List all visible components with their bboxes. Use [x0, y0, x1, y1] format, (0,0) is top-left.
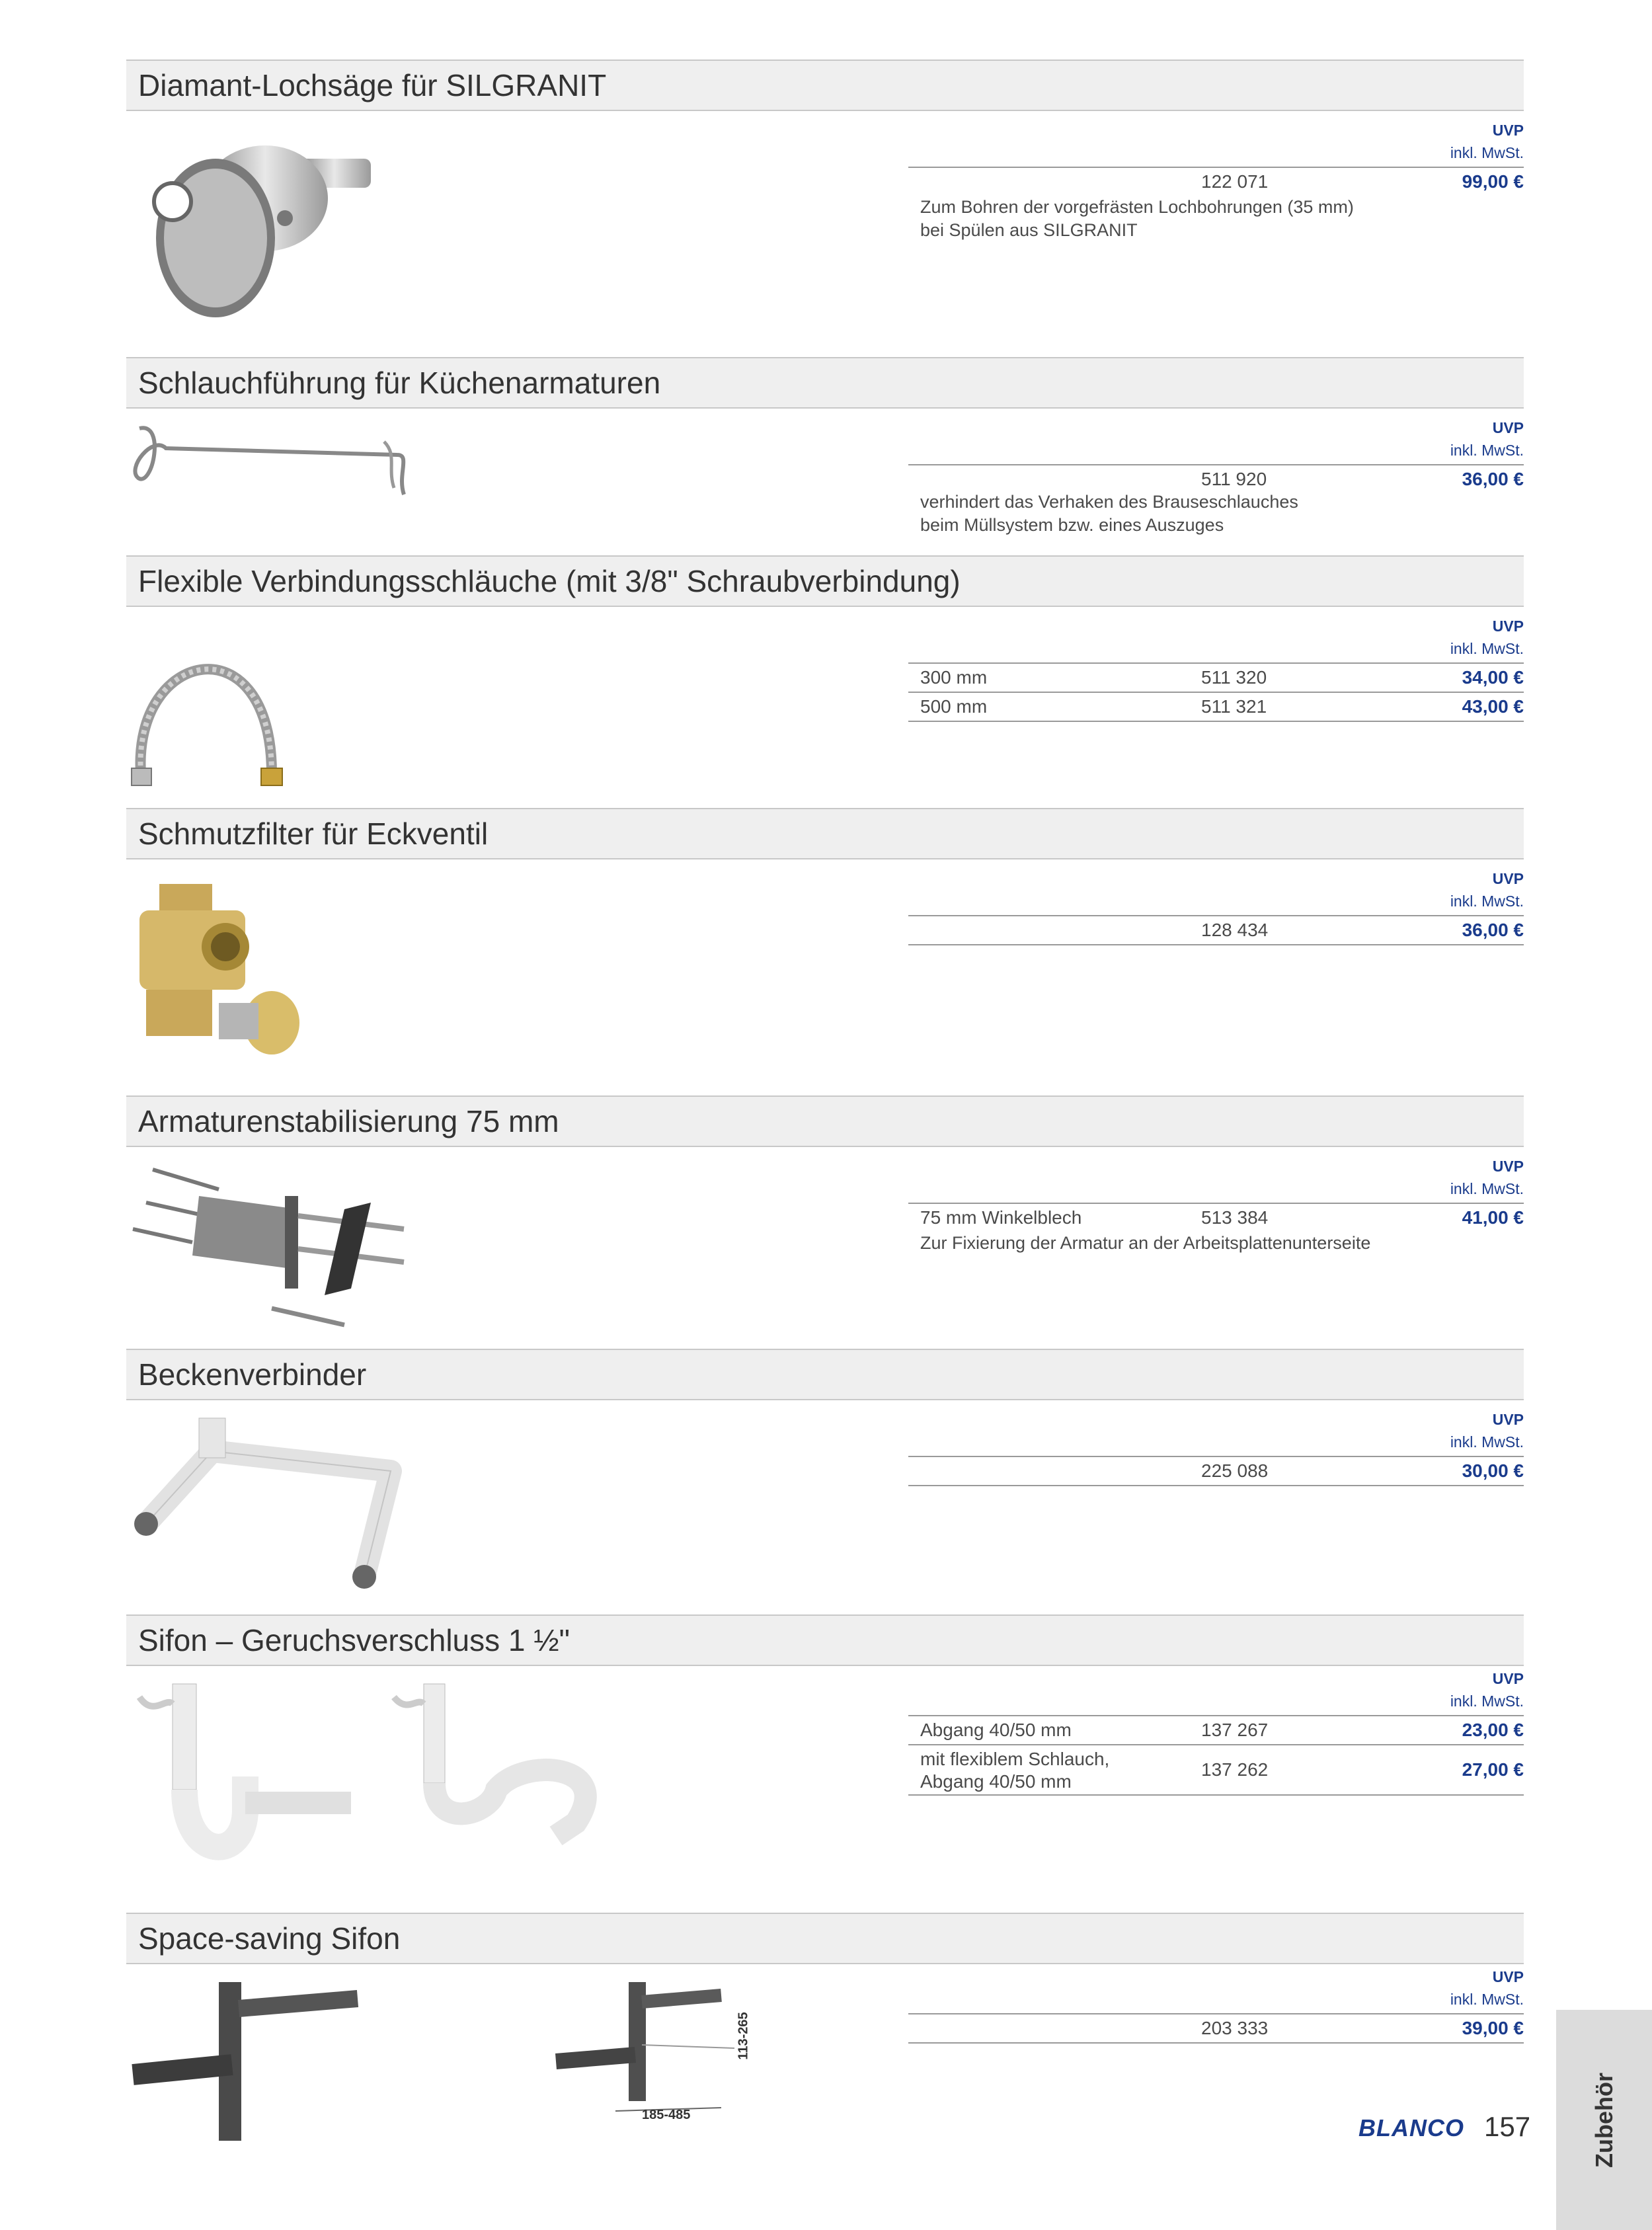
section-title: Flexible Verbindungsschläuche (mit 3/8" Schraubverbindung): [138, 564, 961, 598]
article-number: 511 320: [1201, 667, 1267, 688]
price: 30,00 €: [1462, 1460, 1524, 1481]
product-image-flex-hose: [126, 621, 298, 793]
dimension-label-height: 113-265: [736, 2012, 751, 2060]
table-row: [908, 1456, 1524, 1486]
price: 99,00 €: [1462, 171, 1524, 192]
article-number: 203 333: [1201, 2018, 1269, 2038]
uvp-header: UVP inkl. MwSt.: [1450, 122, 1524, 161]
price-table: [908, 867, 1524, 947]
table-row: [908, 1203, 1524, 1233]
product-image-stabilizer: [126, 1156, 430, 1341]
section-header: [126, 1349, 1524, 1400]
product-note: Zur Fixierung der Armatur an der Arbeitsplattenunterseite: [920, 1233, 1371, 1253]
uvp-header: UVP inkl. MwSt.: [1450, 617, 1524, 657]
price: 41,00 €: [1462, 1207, 1524, 1228]
section-header: [126, 60, 1524, 111]
section-header: [126, 357, 1524, 409]
section-title: Schmutzfilter für Eckventil: [138, 816, 489, 851]
product-image-siphon: [126, 1677, 351, 1882]
price: 36,00 €: [1462, 920, 1524, 940]
brand-logo: BLANCO: [1358, 2114, 1464, 2141]
row-description: 500 mm: [920, 696, 988, 717]
price: 23,00 €: [1462, 1720, 1524, 1740]
section-header: [126, 555, 1524, 607]
section-header: [126, 808, 1524, 859]
table-row: [908, 1744, 1524, 1796]
product-note: verhindert das Verhaken des Brauseschlauches beim Müllsystem bzw. eines Auszuges: [920, 492, 1298, 535]
article-number: 513 384: [1201, 1207, 1269, 1228]
product-image-siphon-flex: [391, 1677, 615, 1869]
uvp-header: UVP inkl. MwSt.: [1450, 1158, 1524, 1197]
article-number: 137 267: [1201, 1720, 1269, 1740]
table-row: [908, 1715, 1524, 1744]
uvp-header: UVP inkl. MwSt.: [1450, 419, 1524, 459]
price-table: [908, 1155, 1524, 1234]
row-description: 75 mm Winkelblech: [920, 1207, 1082, 1228]
price-table: [908, 1408, 1524, 1488]
table-row: [908, 167, 1524, 197]
section-title: Space-saving Sifon: [138, 1921, 401, 1956]
product-note: Zum Bohren der vorgefrästen Lochbohrungen (35 mm) bei Spülen aus SILGRANIT: [920, 197, 1354, 240]
table-row: [908, 915, 1524, 945]
row-description: Abgang 40/50 mm: [920, 1720, 1072, 1740]
section-header: [126, 1913, 1524, 1964]
product-image-hose-guide: [126, 415, 430, 508]
article-number: 511 321: [1201, 696, 1267, 717]
table-row: [908, 692, 1524, 722]
section-header: [126, 1614, 1524, 1666]
uvp-header: UVP inkl. MwSt.: [1450, 1411, 1524, 1451]
product-image-space-saving-siphon: [126, 1975, 364, 2154]
price: 39,00 €: [1462, 2018, 1524, 2038]
price: 27,00 €: [1462, 1759, 1524, 1780]
price: 43,00 €: [1462, 696, 1524, 717]
product-image-dirt-filter: [126, 871, 318, 1062]
product-image-space-saving-siphon-dims: [549, 1975, 774, 2134]
price-table: [908, 1966, 1524, 2045]
product-image-bowl-connector: [126, 1412, 417, 1597]
article-number: 137 262: [1201, 1759, 1269, 1780]
side-tab: [1556, 2010, 1652, 2230]
article-number: 128 434: [1201, 920, 1269, 940]
price-table: [908, 1667, 1524, 1800]
article-number: 511 920: [1201, 469, 1267, 489]
price-table: [908, 417, 1524, 496]
price: 34,00 €: [1462, 667, 1524, 688]
price: 36,00 €: [1462, 469, 1524, 489]
uvp-header: UVP inkl. MwSt.: [1450, 1670, 1524, 1710]
section-title: Sifon – Geruchsverschluss 1 ½": [138, 1623, 570, 1657]
price-table: [908, 615, 1524, 721]
row-description: mit flexiblem Schlauch, Abgang 40/50 mm: [920, 1749, 1110, 1792]
section-title: Schlauchführung für Küchenarmaturen: [138, 366, 661, 400]
row-description: 300 mm: [920, 667, 988, 688]
article-number: 122 071: [1201, 171, 1269, 192]
dimension-label-width: 185-485: [642, 2108, 691, 2122]
table-row: [908, 662, 1524, 692]
article-number: 225 088: [1201, 1460, 1269, 1481]
page-number: 157: [1484, 2111, 1531, 2142]
section-title: Armaturenstabilisierung 75 mm: [138, 1104, 559, 1138]
section-title: Beckenverbinder: [138, 1357, 367, 1392]
price-table: [908, 119, 1524, 198]
side-tab-label: Zubehör: [1590, 2072, 1618, 2168]
section-header: [126, 1095, 1524, 1147]
uvp-header: UVP inkl. MwSt.: [1450, 1968, 1524, 2008]
table-row: [908, 2013, 1524, 2044]
section-title: Diamant-Lochsäge für SILGRANIT: [138, 68, 607, 102]
product-image-hole-saw: [126, 132, 391, 331]
uvp-header: UVP inkl. MwSt.: [1450, 870, 1524, 910]
